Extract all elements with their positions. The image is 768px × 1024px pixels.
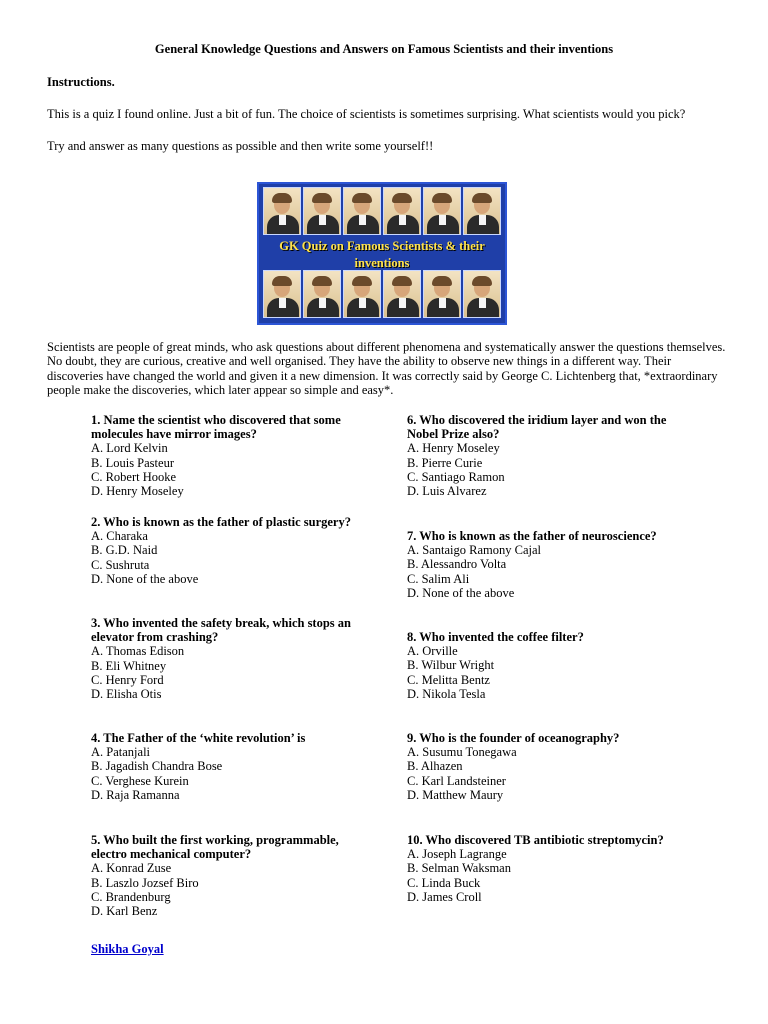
- banner-caption-line-2: inventions: [354, 256, 410, 270]
- scientist-portrait-icon: [343, 187, 381, 235]
- intro-line-2: Try and answer as many questions as possible and then write some yourself!!: [47, 139, 434, 153]
- answer-option: B. Eli Whitney: [91, 658, 167, 673]
- intro-paragraph: Scientists are people of great minds, who ask questions about different phenomena and systematically answer the questions themselves. No doubt, they are curious, creative and well organised. They have the ability to observe new things in a different way. Their discoveries have changed the world and given it a new dimension. It was correctly said by George C. Lichtenberg that, *extraordinary people make the discoveries, which later appear so simple and easy*.: [47, 340, 726, 398]
- scientist-portrait-icon: [423, 270, 461, 318]
- answer-option: C. Linda Buck: [407, 875, 481, 890]
- answer-option: B. Alhazen: [407, 759, 463, 774]
- answer-option: D. Nikola Tesla: [407, 686, 486, 701]
- answer-option: C. Brandenburg: [91, 889, 171, 904]
- intro-line-1: This is a quiz I found online. Just a bit of fun. The choice of scientists is sometimes surprising. What scientists would you pick?: [47, 107, 686, 121]
- answer-option: A. Konrad Zuse: [91, 861, 172, 876]
- scientist-portrait-icon: [463, 187, 501, 235]
- question-block-5: [91, 833, 381, 918]
- scientist-portrait-icon: [303, 187, 341, 235]
- question-text: 8. Who invented the coffee filter?: [407, 630, 584, 644]
- answer-option: D. None of the above: [407, 585, 515, 600]
- answer-option: C. Santiago Ramon: [407, 469, 505, 484]
- page-title: General Knowledge Questions and Answers on Famous Scientists and their inventions: [154, 42, 614, 56]
- banner-portrait-row-bottom: [263, 270, 501, 320]
- answer-option: D. Raja Ramanna: [91, 787, 180, 802]
- scientist-portrait-icon: [463, 270, 501, 318]
- question-block-4: [91, 731, 381, 802]
- question-block-3: [91, 616, 381, 701]
- answer-option: C. Verghese Kurein: [91, 773, 189, 788]
- answer-option: D. Karl Benz: [91, 904, 158, 919]
- answer-option: B. Jagadish Chandra Bose: [91, 759, 223, 774]
- question-block-10: [407, 833, 707, 904]
- answer-option: B. Wilbur Wright: [407, 658, 495, 673]
- banner-caption-line-1: GK Quiz on Famous Scientists & their: [279, 239, 485, 253]
- answer-option: A. Orville: [407, 644, 458, 659]
- question-text: 3. Who invented the safety break, which stops an: [91, 616, 351, 630]
- scientist-portrait-icon: [343, 270, 381, 318]
- question-block-1: [91, 413, 381, 498]
- question-text: electro mechanical computer?: [91, 847, 252, 862]
- answer-option: D. Henry Moseley: [91, 484, 184, 499]
- answer-option: C. Salim Ali: [407, 571, 470, 586]
- answer-option: B. Louis Pasteur: [91, 455, 174, 470]
- question-text: elevator from crashing?: [91, 630, 219, 645]
- answer-option: A. Santaigo Ramony Cajal: [407, 543, 542, 558]
- question-block-6: [407, 413, 707, 498]
- answer-option: C. Henry Ford: [91, 672, 164, 687]
- quiz-banner-image: [257, 182, 507, 325]
- answer-option: A. Charaka: [91, 529, 148, 544]
- question-block-2: [91, 515, 381, 586]
- instructions-heading: Instructions.: [47, 75, 115, 89]
- answer-option: A. Joseph Lagrange: [407, 847, 507, 862]
- answer-option: A. Henry Moseley: [407, 441, 500, 456]
- question-text: 10. Who discovered TB antibiotic streptomycin?: [407, 833, 664, 847]
- answer-option: A. Lord Kelvin: [91, 441, 168, 456]
- answer-option: D. Elisha Otis: [91, 687, 162, 702]
- question-text: Nobel Prize also?: [407, 427, 500, 442]
- scientist-portrait-icon: [423, 187, 461, 235]
- answer-option: D. None of the above: [91, 571, 199, 586]
- question-text: 2. Who is known as the father of plastic surgery?: [91, 515, 351, 529]
- scientist-portrait-icon: [383, 270, 421, 318]
- answer-option: A. Patanjali: [91, 745, 151, 760]
- answer-option: D. Luis Alvarez: [407, 484, 487, 499]
- answer-option: A. Susumu Tonegawa: [407, 745, 517, 760]
- question-text: molecules have mirror images?: [91, 427, 257, 442]
- question-text: 9. Who is the founder of oceanography?: [407, 731, 620, 745]
- answer-option: C. Robert Hooke: [91, 469, 177, 484]
- scientist-portrait-icon: [263, 187, 301, 235]
- answer-option: B. Selman Waksman: [407, 861, 511, 876]
- question-text: 4. The Father of the ‘white revolution’ is: [91, 731, 306, 745]
- question-block-9: [407, 731, 707, 802]
- question-block-7: [407, 529, 707, 600]
- question-block-8: [407, 630, 707, 701]
- question-text: 6. Who discovered the iridium layer and won the: [407, 413, 667, 427]
- banner-caption: [259, 238, 505, 274]
- answer-option: D. James Croll: [407, 889, 482, 904]
- scientist-portrait-icon: [383, 187, 421, 235]
- author-link[interactable]: Shikha Goyal: [91, 942, 164, 956]
- scientist-portrait-icon: [303, 270, 341, 318]
- answer-option: A. Thomas Edison: [91, 644, 185, 659]
- question-text: 5. Who built the first working, programmable,: [91, 833, 339, 847]
- answer-option: D. Matthew Maury: [407, 787, 504, 802]
- answer-option: B. G.D. Naid: [91, 543, 158, 558]
- scientist-portrait-icon: [263, 270, 301, 318]
- answer-option: C. Sushruta: [91, 557, 150, 572]
- question-text: 7. Who is known as the father of neuroscience?: [407, 529, 657, 543]
- answer-option: B. Pierre Curie: [407, 455, 483, 470]
- question-text: 1. Name the scientist who discovered that some: [91, 413, 341, 427]
- answer-option: C. Melitta Bentz: [407, 672, 490, 687]
- answer-option: C. Karl Landsteiner: [407, 773, 506, 788]
- banner-portrait-row-top: [263, 187, 501, 237]
- answer-option: B. Alessandro Volta: [407, 557, 507, 572]
- answer-option: B. Laszlo Jozsef Biro: [91, 875, 199, 890]
